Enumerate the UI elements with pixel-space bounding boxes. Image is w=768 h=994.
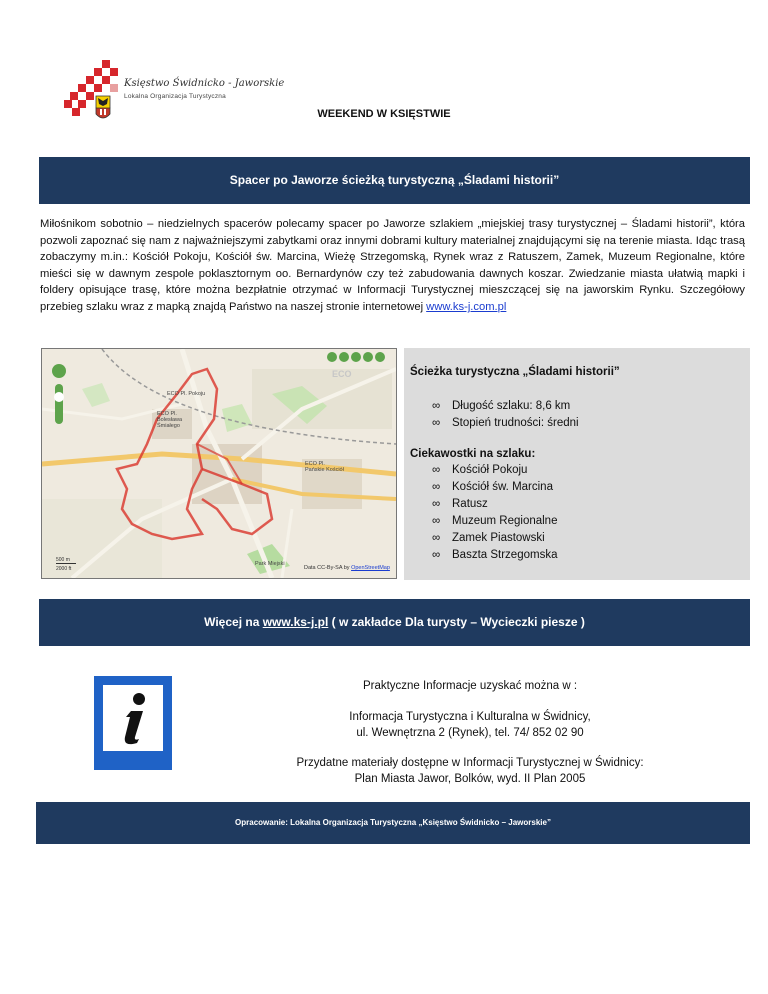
bullet-icon: ∞: [432, 464, 441, 476]
more-suffix: ( w zakładce Dla turysty – Wycieczki piesze ): [328, 615, 585, 629]
materials-title: Plan Miasta Jawor, Bolków, wyd. II Plan 2005: [354, 773, 586, 785]
office-address: ul. Wewnętrzna 2 (Rynek), tel. 74/ 852 02 90: [356, 727, 584, 739]
sight-item: ∞ Zamek Piastowski: [432, 532, 545, 544]
footer: Opracowanie: Lokalna Organizacja Turystyczna „Księstwo Świdnicko – Jaworskie”: [36, 802, 750, 844]
fact-item: ∞ Długość szlaku: 8,6 km: [432, 400, 571, 412]
bullet-icon: ∞: [432, 400, 441, 412]
bullet-icon: ∞: [432, 549, 441, 561]
osm-link[interactable]: OpenStreetMap: [351, 565, 390, 571]
logo-subtitle: Lokalna Organizacja Turystyczna: [124, 93, 226, 100]
section-header: Spacer po Jaworze ścieżką turystyczną „Śladami historii”: [39, 157, 750, 204]
sight-item: ∞ Muzeum Regionalne: [432, 515, 558, 527]
map-attribution: [304, 565, 390, 571]
more-prefix: Więcej na: [204, 615, 263, 629]
scale-imperial: 2000 ft: [56, 566, 72, 572]
logo-title: Księstwo Świdnicko - Jaworskie: [124, 78, 285, 89]
materials-line: Przydatne materiały dostępne w Informacji Turystycznej w Świdnicy:: [296, 757, 644, 769]
sight-item: ∞ Kościół Pokoju: [432, 464, 528, 476]
map-label: ECO Pl. Pańskie Kościół: [305, 461, 344, 473]
trail-map[interactable]: [41, 348, 397, 579]
map-label: ECO: [332, 369, 352, 379]
attribution-text: Data CC-By-SA by: [304, 565, 350, 571]
page-title: WEEKEND W KSIĘSTWIE: [317, 108, 451, 120]
map-label: ECO Pl. Pokoju: [167, 391, 206, 397]
bullet-icon: ∞: [432, 498, 441, 510]
trail-title: Ścieżka turystyczna „Śladami historii”: [410, 366, 620, 378]
intro-paragraph: [40, 216, 745, 316]
more-link[interactable]: www.ks-j.pl: [262, 615, 329, 629]
map-label: ECO Pl. Bolesława Śmiałego: [157, 411, 183, 429]
website-link[interactable]: www.ks-j.com.pl: [426, 300, 507, 313]
more-info-banner: [39, 599, 750, 646]
sight-item: ∞ Baszta Strzegomska: [432, 549, 558, 561]
info-sign-icon: [94, 676, 172, 770]
fact-item: ∞ Stopień trudności: średni: [432, 417, 579, 429]
practical-lead: Praktyczne Informacje uzyskać można w :: [362, 680, 578, 692]
office-name: Informacja Turystyczna i Kulturalna w Świdnicy,: [349, 711, 591, 723]
bullet-icon: ∞: [432, 515, 441, 527]
sights-title: Ciekawostki na szlaku:: [410, 448, 536, 460]
intro-text: Miłośnikom sobotnio – niedzielnych spacerów polecamy spacer po Jaworze szlakiem „miejskiej trasy turystycznej – Śladami historii”, która pozwoli zapoznać się nam z najważniejszymi zabytkami oraz innymi dobrami kultury materialnej znajdującymi się na terenie miasta. Idąc trasą zobaczymy m.in.: Kościół Pokoju, Kościół św. Marcina, Wieżę Strzegomską, Rynek wraz z Ratuszem, Zamek, Muzeum Regionalne, które mieści się w dawnym zespole poklasztornym oo. Bernardynów czy też zabudowania dawnych koszar. Zwiedzanie miasta ułatwią mapki i foldery opisujące trasę, które można bezpłatnie otrzymać w Informacji Turystycznej mieszczącej się na jaworskim Rynku. Szczegółowy przebieg szlaku wraz z mapką znajdą Państwo na naszej stronie internetowej: [40, 218, 745, 313]
bullet-icon: ∞: [432, 532, 441, 544]
bullet-icon: ∞: [432, 417, 441, 429]
sight-item: ∞ Ratusz: [432, 498, 488, 510]
sight-item: ∞ Kościół św. Marcina: [432, 481, 553, 493]
bullet-icon: ∞: [432, 481, 441, 493]
map-label: Park Miejski: [255, 561, 285, 567]
scale-metric: 500 m: [56, 557, 76, 564]
